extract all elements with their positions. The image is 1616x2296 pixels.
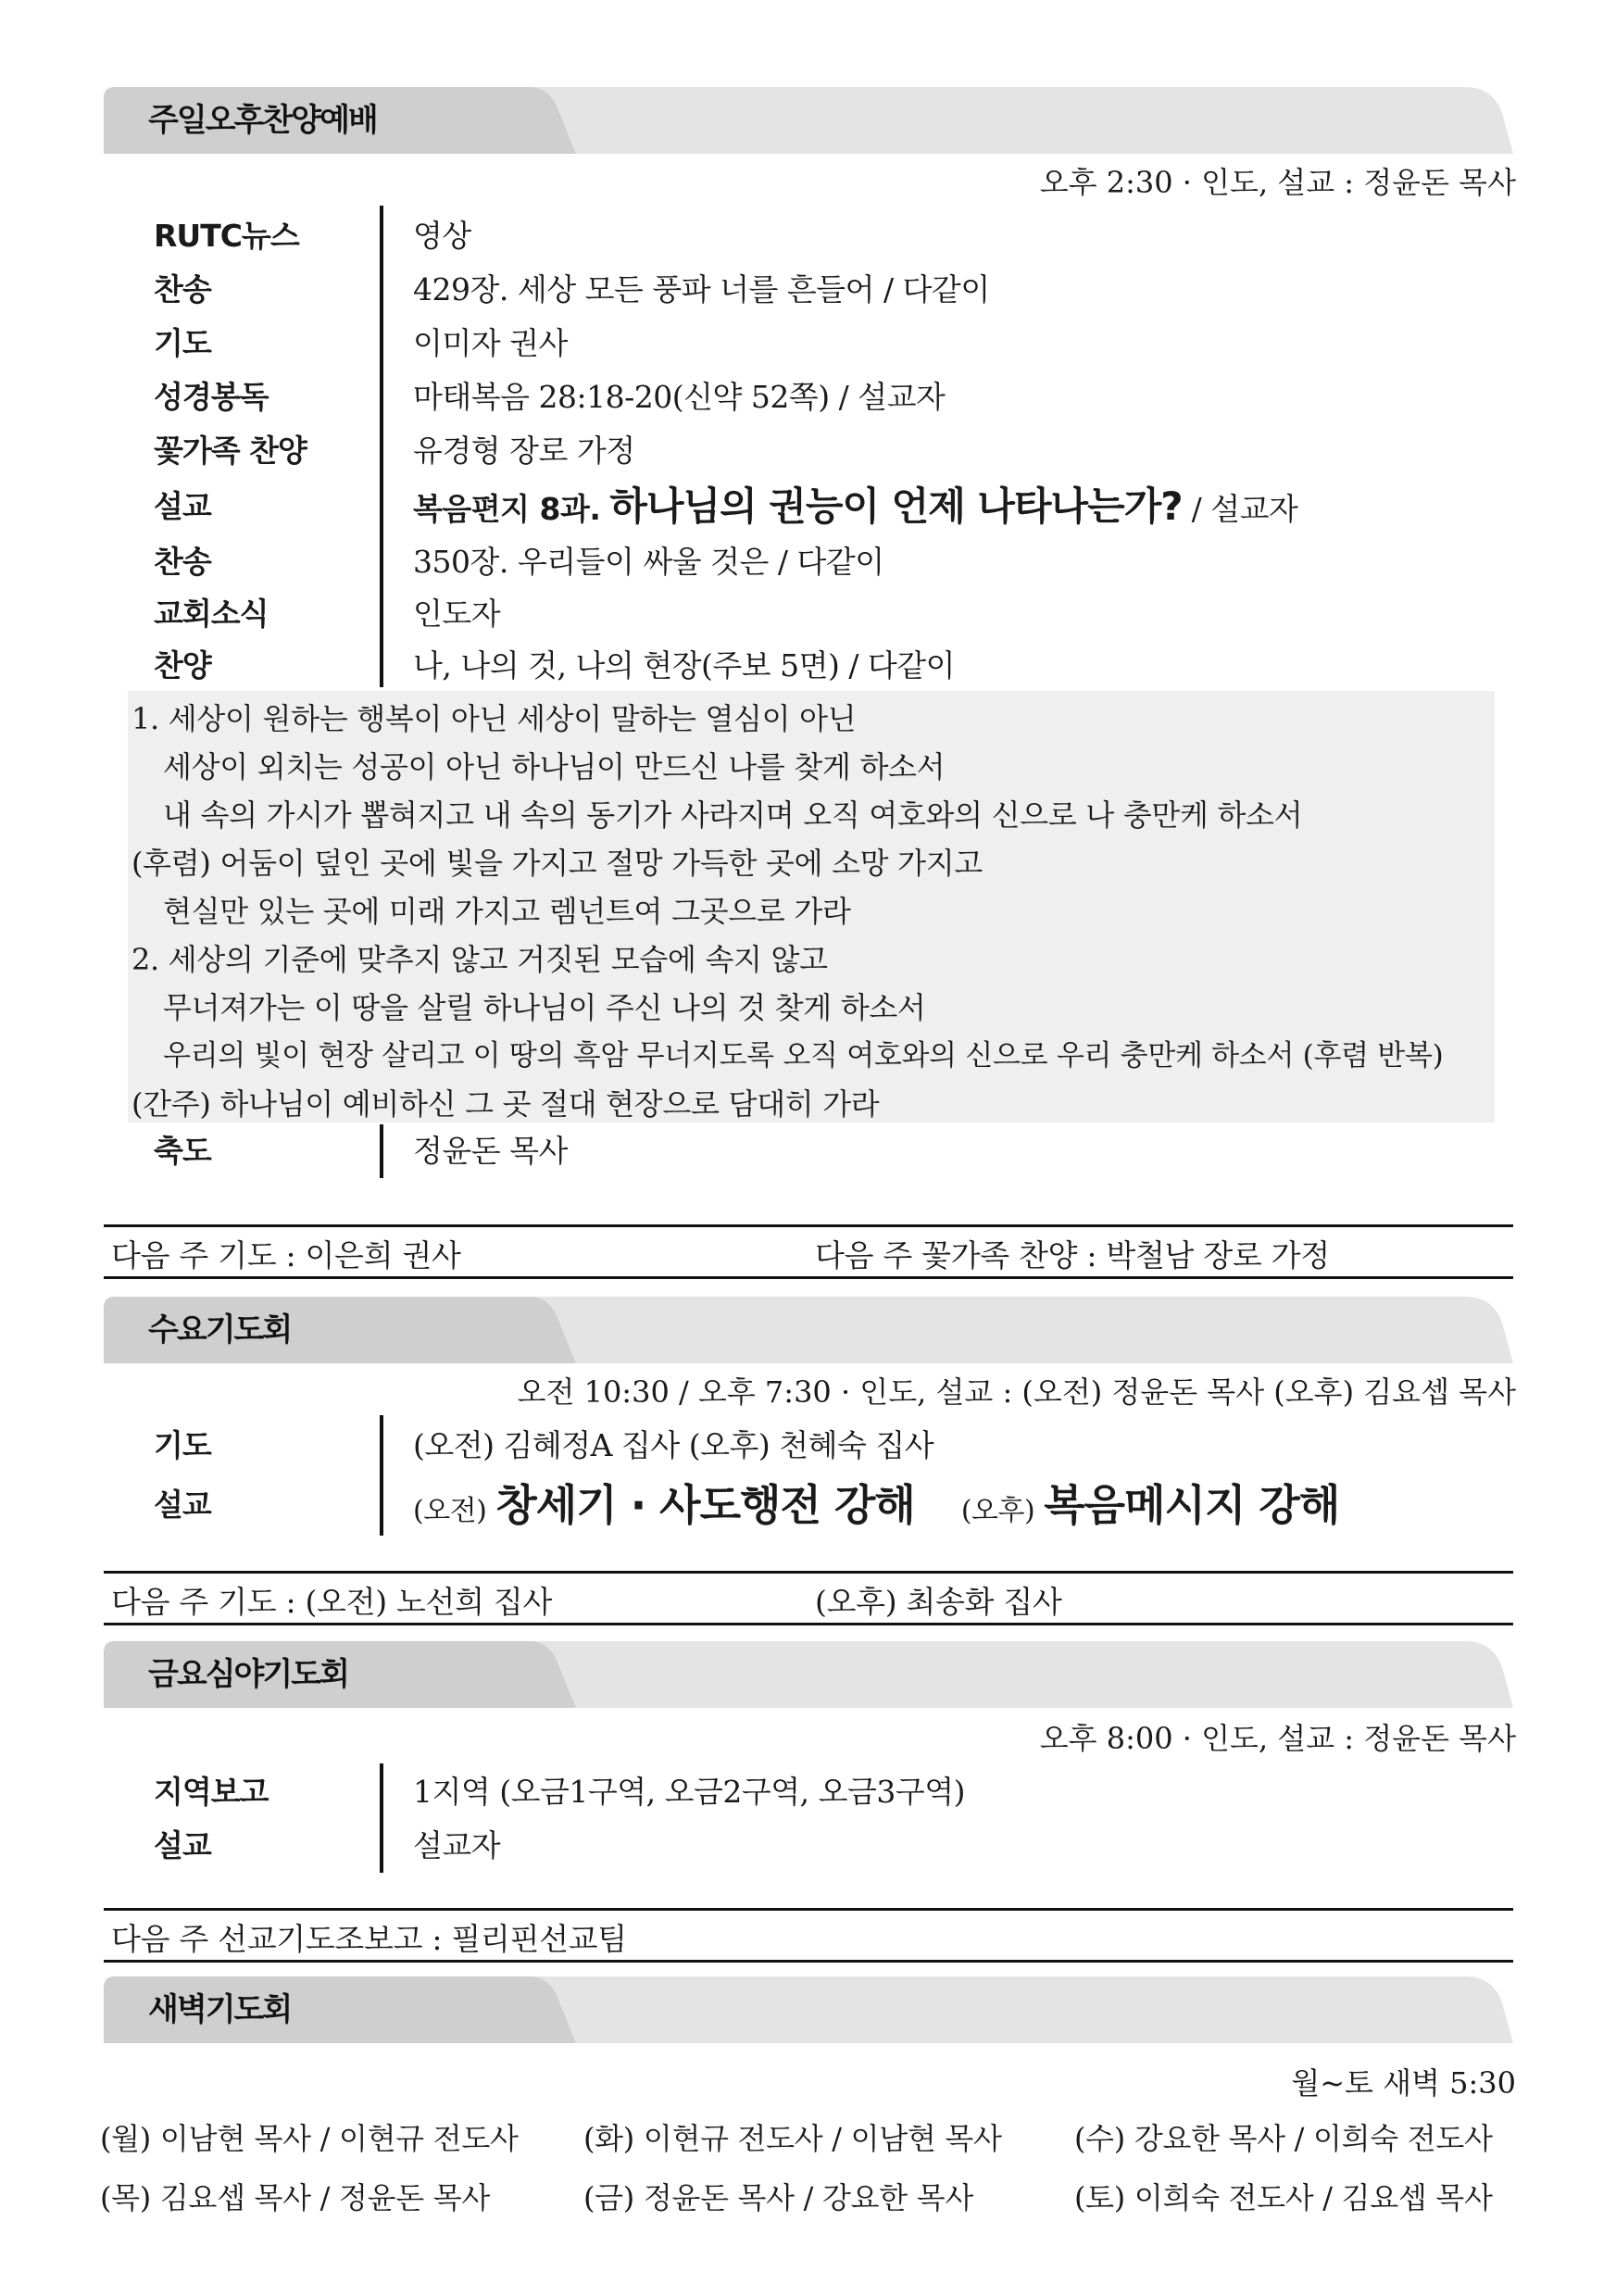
service-time: 월~토 새벽 5:30 bbox=[1291, 2065, 1516, 2101]
order-label: 지역보고 bbox=[154, 1774, 269, 1810]
order-label: 찬송 bbox=[154, 271, 211, 307]
next-week-prayer: 다음 주 기도 : 이은희 권사 bbox=[111, 1237, 461, 1273]
order-value: 1지역 (오금1구역, 오금2구역, 오금3구역) bbox=[413, 1774, 965, 1810]
lyric-line: 내 속의 가시가 뽑혀지고 내 속의 동기가 사라지며 오직 여호와의 신으로 나 충만케 하소서 bbox=[163, 797, 1303, 833]
order-value: 영상 bbox=[413, 218, 471, 254]
dawn-leader-fri: (금) 정윤돈 목사 / 강요한 목사 bbox=[583, 2180, 973, 2215]
section-title: 금요심야기도회 bbox=[148, 1656, 348, 1693]
order-label: 교회소식 bbox=[154, 596, 269, 632]
dawn-leader-wed: (수) 강요한 목사 / 이희숙 전도사 bbox=[1074, 2121, 1493, 2156]
next-week-mission-report: 다음 주 선교기도조보고 : 필리핀선교팀 bbox=[111, 1921, 627, 1957]
banner-shape bbox=[104, 1297, 1513, 1363]
order-label: 꽃가족 찬양 bbox=[154, 433, 307, 469]
lyric-line: 현실만 있는 곳에 미래 가지고 렘넌트여 그곳으로 가라 bbox=[163, 894, 851, 929]
order-label: 설교 bbox=[154, 1827, 211, 1863]
order-value bbox=[413, 1474, 1339, 1542]
rule-line bbox=[104, 1224, 1513, 1227]
order-label: 기도 bbox=[154, 325, 211, 361]
pm-tag: (오후) bbox=[960, 1495, 1035, 1527]
order-label: 축도 bbox=[154, 1133, 211, 1169]
section-banner-wednesday bbox=[104, 1297, 1513, 1363]
section-banner-sunday bbox=[104, 87, 1513, 154]
service-time: 오전 10:30 / 오후 7:30 · 인도, 설교 : (오전) 정윤돈 목사 (오후) 김요셉 목사 bbox=[517, 1374, 1516, 1410]
dawn-leader-mon: (월) 이남현 목사 / 이현규 전도사 bbox=[100, 2121, 519, 2156]
section-title: 주일오후찬양예배 bbox=[148, 102, 377, 139]
divider-line bbox=[380, 1415, 383, 1536]
sermon-series: 복음편지 8과. bbox=[413, 491, 601, 527]
lyric-line: (후렴) 어둠이 덮인 곳에 빛을 가지고 절망 가득한 곳에 소망 가지고 bbox=[132, 846, 983, 881]
next-week-prayer-am: 다음 주 기도 : (오전) 노선희 집사 bbox=[111, 1584, 553, 1620]
sermon-value bbox=[413, 478, 1297, 538]
pm-sermon-title: 복음메시지 강해 bbox=[1044, 1480, 1340, 1530]
next-week-family: 다음 주 꽃가족 찬양 : 박철남 장로 가정 bbox=[815, 1237, 1330, 1273]
dawn-leader-thu: (목) 김요셉 목사 / 정윤돈 목사 bbox=[100, 2180, 490, 2215]
rule-line bbox=[104, 1908, 1513, 1911]
order-label: 설교 bbox=[154, 1487, 211, 1523]
order-value: (오전) 김혜정A 집사 (오후) 천혜숙 집사 bbox=[413, 1427, 934, 1463]
rule-line bbox=[104, 1960, 1513, 1963]
lyrics-box bbox=[128, 691, 1495, 1123]
order-value: 429장. 세상 모든 풍파 너를 흔들어 / 다같이 bbox=[413, 271, 990, 307]
order-value: 마태복음 28:18-20(신약 52쪽) / 설교자 bbox=[413, 379, 946, 415]
am-tag: (오전) bbox=[413, 1495, 487, 1527]
lyric-line: 세상이 외치는 성공이 아닌 하나님이 만드신 나를 찾게 하소서 bbox=[163, 749, 946, 784]
order-label: 찬송 bbox=[154, 544, 211, 580]
next-week-prayer-pm: (오후) 최송화 집사 bbox=[815, 1584, 1062, 1620]
order-value: 나, 나의 것, 나의 현장(주보 5면) / 다같이 bbox=[413, 647, 956, 684]
order-value: 유경형 장로 가정 bbox=[413, 433, 635, 469]
divider-line bbox=[380, 1763, 383, 1873]
rule-line bbox=[104, 1571, 1513, 1574]
order-value: 이미자 권사 bbox=[413, 325, 568, 361]
divider-line bbox=[380, 1124, 383, 1178]
lyric-line: 무너져가는 이 땅을 살릴 하나님이 주신 나의 것 찾게 하소서 bbox=[163, 990, 926, 1025]
section-title: 수요기도회 bbox=[148, 1311, 292, 1349]
rule-line bbox=[104, 1276, 1513, 1279]
banner-shape bbox=[104, 1976, 1513, 2043]
section-title: 새벽기도회 bbox=[148, 1991, 292, 2028]
divider-line bbox=[380, 206, 383, 687]
order-label: RUTC뉴스 bbox=[154, 218, 299, 254]
section-banner-dawn bbox=[104, 1976, 1513, 2043]
order-value: 설교자 bbox=[413, 1827, 501, 1863]
lyric-line: (간주) 하나님이 예비하신 그 곳 절대 현장으로 담대히 가라 bbox=[132, 1086, 880, 1122]
service-time: 오후 8:00 · 인도, 설교 : 정윤돈 목사 bbox=[1039, 1721, 1516, 1756]
order-value: 정윤돈 목사 bbox=[413, 1133, 568, 1169]
order-value: 인도자 bbox=[413, 596, 501, 632]
order-value: 350장. 우리들이 싸울 것은 / 다같이 bbox=[413, 544, 884, 580]
sermon-title: 하나님의 권능이 언제 나타나는가? bbox=[609, 483, 1183, 529]
sermon-preacher: / 설교자 bbox=[1191, 491, 1298, 527]
am-sermon-title: 창세기 · 사도행전 강해 bbox=[495, 1480, 915, 1530]
rule-line bbox=[104, 1623, 1513, 1625]
section-banner-friday bbox=[104, 1641, 1513, 1708]
dawn-leader-tue: (화) 이현규 전도사 / 이남현 목사 bbox=[583, 2121, 1002, 2156]
lyric-line: 2. 세상의 기준에 맞추지 않고 거짓된 모습에 속지 않고 bbox=[132, 942, 828, 977]
order-label: 설교 bbox=[154, 488, 211, 524]
lyric-line: 우리의 빛이 현장 살리고 이 땅의 흑암 무너지도록 오직 여호와의 신으로 우리 충만케 하소서 (후렴 반복) bbox=[163, 1039, 1444, 1073]
lyric-line: 1. 세상이 원하는 행복이 아닌 세상이 말하는 열심이 아닌 bbox=[132, 701, 857, 736]
dawn-leader-sat: (토) 이희숙 전도사 / 김요셉 목사 bbox=[1074, 2180, 1493, 2215]
order-label: 찬양 bbox=[154, 647, 211, 684]
order-label: 기도 bbox=[154, 1427, 211, 1463]
service-time: 오후 2:30 · 인도, 설교 : 정윤돈 목사 bbox=[1039, 165, 1516, 200]
order-label: 성경봉독 bbox=[154, 379, 269, 415]
